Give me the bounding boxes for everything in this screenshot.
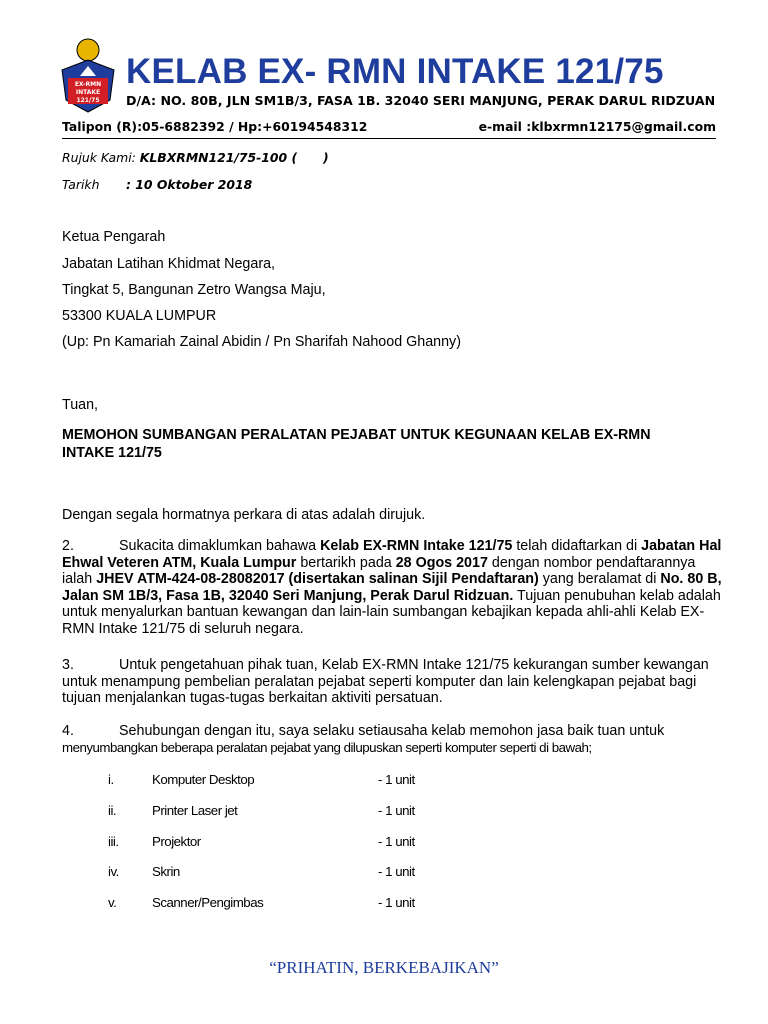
p4-line-1: Sehubungan dengan itu, saya selaku setiausaha kelab memohon jasa baik tuan untuk <box>119 723 665 739</box>
logo-text-2: INTAKE <box>75 89 101 96</box>
paragraph-4-number: 4. <box>62 723 74 739</box>
reference-value: KLBXRMN121/75-100 ( ) <box>139 150 329 165</box>
club-logo <box>58 38 118 116</box>
paragraph-4 <box>62 723 722 756</box>
recipient-line-4: 53300 KUALA LUMPUR <box>62 308 217 324</box>
recipient-line-2: Jabatan Latihan Khidmat Negara, <box>62 256 276 272</box>
letterhead-email: e-mail :klbxrmn12175@gmail.com <box>478 119 716 134</box>
p4-line-2: menyumbangkan beberapa peralatan pejabat yang dilupuskan seperti komputer seperti di bawah; <box>62 739 592 755</box>
item-quantity: - 1 unit <box>378 834 415 849</box>
p2-text-6: Tujuan penubuhan kelab adalah untuk menyalurkan bantuan kewangan dan lain-lain sumbangan kebajikan kepada ahli-ahli Kelab EX-RMN Intake 121/75 di seluruh negara. <box>62 587 721 637</box>
logo-text-1: EX-RMN <box>74 81 102 88</box>
header-divider <box>62 138 716 139</box>
p2-text-1: Sukacita dimaklumkan bahawa <box>119 538 321 554</box>
logo-text-3: 121/75 <box>76 97 100 104</box>
p2-bold-1: Kelab EX-RMN Intake 121/75 <box>320 538 513 554</box>
p2-bold-2: Jabatan Hal Ehwal Veteren ATM, Kuala Lumpur <box>62 538 722 571</box>
letterhead-title: KELAB EX- RMN INTAKE 121/75 <box>126 52 664 91</box>
p2-bold-4: JHEV ATM-424-08-28082017 (disertakan salinan Sijil Pendaftaran) <box>96 571 539 587</box>
recipient-line-5: (Up: Pn Kamariah Zainal Abidin / Pn Sharifah Nahood Ghanny) <box>62 334 461 350</box>
letterhead-phone: Talipon (R):05-6882392 / Hp:+60194548312 <box>62 119 368 134</box>
recipient-line-3: Tingkat 5, Bangunan Zetro Wangsa Maju, <box>62 282 326 298</box>
date-label: Tarikh <box>62 177 100 192</box>
paragraph-2 <box>62 538 722 637</box>
item-quantity: - 1 unit <box>378 895 415 910</box>
reference-line <box>62 150 329 165</box>
date-line <box>62 177 252 192</box>
item-name: Skrin <box>152 864 180 879</box>
p3-text: Untuk pengetahuan pihak tuan, Kelab EX-RMN Intake 121/75 kekurangan sumber kewangan untuk menampung pembelian peralatan pejabat seperti komputer dan lain kelengkapan pejabat bagi tujuan menjalankan tugas-tugas berkaitan aktiviti persatuan. <box>62 657 709 706</box>
p2-text-3: bertarikh pada <box>296 554 396 571</box>
p2-text-2: telah didaftarkan di <box>512 538 642 554</box>
item-name: Scanner/Pengimbas <box>152 895 264 910</box>
item-number: iii. <box>108 834 119 849</box>
p2-text-4: dengan nombor pendaftarannya ialah <box>62 554 696 587</box>
item-quantity: - 1 unit <box>378 772 415 787</box>
club-motto: “PRIHATIN, BERKEBAJIKAN” <box>269 958 499 977</box>
item-name: Komputer Desktop <box>152 772 255 787</box>
item-name: Printer Laser jet <box>152 803 238 818</box>
paragraph-3 <box>62 657 722 707</box>
item-number: i. <box>108 772 114 787</box>
reference-label: Rujuk Kami: <box>62 150 136 165</box>
item-number: ii. <box>108 803 117 818</box>
p2-bold-3: 28 Ogos 2017 <box>395 554 488 571</box>
salutation: Tuan, <box>62 397 99 413</box>
p2-text-5: yang beralamat di <box>538 571 661 587</box>
subject-line-1: MEMOHON SUMBANGAN PERALATAN PEJABAT UNTUK KEGUNAAN KELAB EX-RMN <box>62 427 651 443</box>
recipient-line-1: Ketua Pengarah <box>62 229 166 245</box>
item-number: iv. <box>108 864 119 879</box>
letterhead-address: D/A: NO. 80B, JLN SM1B/3, FASA 1B. 32040 SERI MANJUNG, PERAK DARUL RIDZUAN <box>126 93 716 108</box>
paragraph-3-number: 3. <box>62 657 74 673</box>
subject-line-2: INTAKE 121/75 <box>62 445 162 461</box>
item-quantity: - 1 unit <box>378 864 415 879</box>
paragraph-2-number: 2. <box>62 538 74 554</box>
paragraph-1: Dengan segala hormatnya perkara di atas adalah dirujuk. <box>62 507 426 523</box>
item-quantity: - 1 unit <box>378 803 415 818</box>
date-value: : 10 Oktober 2018 <box>126 177 253 192</box>
p2-bold-5: No. 80 B, Jalan SM 1B/3, Fasa 1B, 32040 Seri Manjung, Perak Darul Ridzuan. <box>62 571 722 604</box>
item-name: Projektor <box>152 834 201 849</box>
item-number: v. <box>108 895 117 910</box>
